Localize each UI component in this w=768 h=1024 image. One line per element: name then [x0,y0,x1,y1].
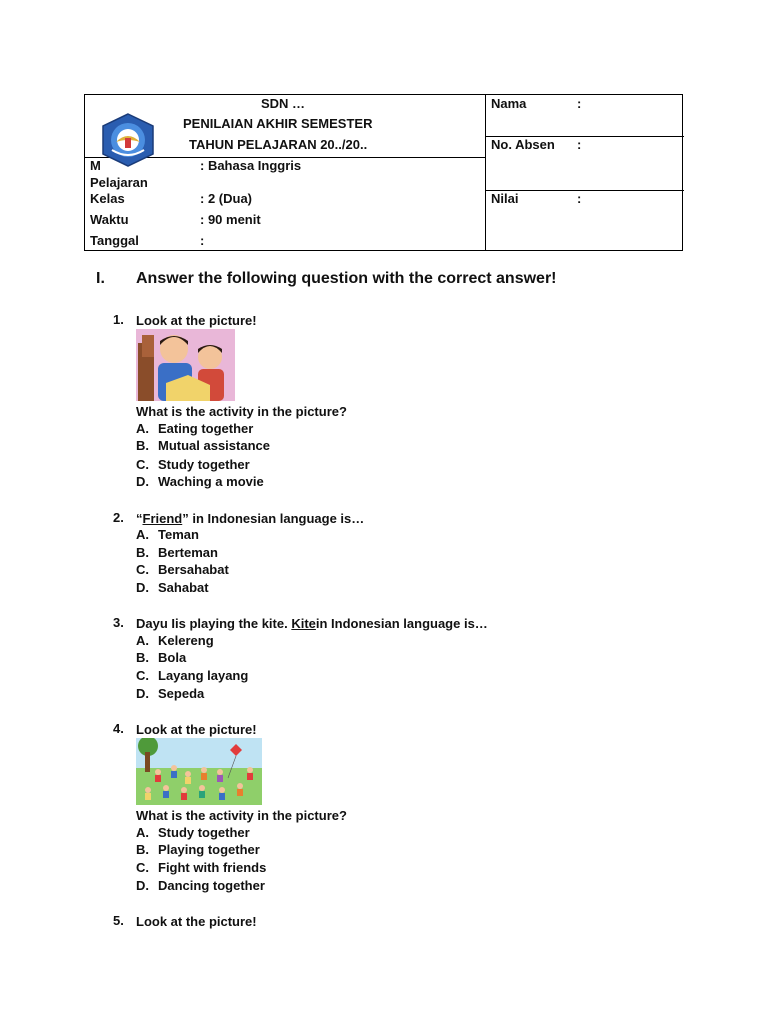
section-title: Answer the following question with the correct answer! [136,270,557,287]
question-1-option-c[interactable]: Study together [158,457,250,472]
question-1-option-c-letter: C. [136,457,149,472]
question-1-picture [136,329,235,401]
question-1-text: What is the activity in the picture? [136,404,347,419]
question-2-keyword: Friend [142,511,183,526]
question-2-option-b[interactable]: Berteman [158,545,218,560]
question-1-prompt: Look at the picture! [136,313,257,328]
subject-label-2: Pelajaran [90,175,148,190]
absence-number-value: : [577,137,582,152]
question-2-option-b-letter: B. [136,545,149,560]
question-4-option-a[interactable]: Study together [158,825,250,840]
school-year: TAHUN PELAJARAN 20../20.. [189,137,368,152]
section-number: I. [96,270,105,287]
question-1-number: 1. [113,312,124,327]
question-2-option-a-letter: A. [136,527,149,542]
question-4-text: What is the activity in the picture? [136,808,347,823]
time-value: : 90 menit [200,212,261,227]
question-2-open-quote: “ [136,511,143,526]
header-divider-vertical [485,95,486,250]
date-label: Tanggal [90,233,139,248]
score-value: : [577,191,582,206]
header-table [84,94,683,251]
question-3-start: Dayu Iis playing the kite. [136,616,292,631]
school-logo [100,112,156,168]
question-1-option-d[interactable]: Waching a movie [158,474,264,489]
question-1-option-b-letter: B. [136,438,149,453]
question-5-number: 5. [113,913,124,928]
question-4-option-a-letter: A. [136,825,149,840]
question-3-option-d-letter: D. [136,686,149,701]
question-4-option-d-letter: D. [136,878,149,893]
question-2-option-d-letter: D. [136,580,149,595]
question-3-option-d[interactable]: Sepeda [158,686,205,701]
date-value: : [200,233,205,248]
question-3-option-c[interactable]: Layang layang [158,668,249,683]
question-4-option-d[interactable]: Dancing together [158,878,265,893]
question-2-option-c[interactable]: Bersahabat [158,562,229,577]
subject-value: : Bahasa Inggris [200,158,302,173]
question-2-number: 2. [113,510,124,525]
school-name: SDN … [261,96,306,111]
question-1-option-d-letter: D. [136,474,149,489]
class-value: : 2 (Dua) [200,191,252,206]
absence-number-label: No. Absen [491,137,555,152]
question-4-option-c-letter: C. [136,860,149,875]
name-label: Nama [491,96,527,111]
question-4-prompt: Look at the picture! [136,722,257,737]
question-2-option-c-letter: C. [136,562,149,577]
question-3-prompt [136,615,488,632]
question-3-option-b[interactable]: Bola [158,650,187,665]
name-value: : [577,96,582,111]
class-label: Kelas [90,191,125,206]
question-3-option-a-letter: A. [136,633,149,648]
question-2-prompt [136,510,364,527]
question-2-rest: ” in Indonesian language is… [182,511,365,526]
question-4-option-c[interactable]: Fight with friends [158,860,267,875]
question-3-keyword: Kite [291,616,316,631]
score-label: Nilai [491,191,519,206]
question-3-option-a[interactable]: Kelereng [158,633,214,648]
time-label: Waktu [90,212,129,227]
question-4-number: 4. [113,721,124,736]
question-1-option-a[interactable]: Eating together [158,421,254,436]
question-1-option-a-letter: A. [136,421,149,436]
question-4-option-b[interactable]: Playing together [158,842,260,857]
subject-label: M [90,158,101,173]
question-4-picture [136,738,262,805]
question-3-option-c-letter: C. [136,668,149,683]
question-2-option-a[interactable]: Teman [158,527,199,542]
question-3-rest: in Indonesian language is… [315,616,488,631]
question-5-prompt: Look at the picture! [136,914,257,929]
question-4-option-b-letter: B. [136,842,149,857]
question-2-option-d[interactable]: Sahabat [158,580,209,595]
question-3-option-b-letter: B. [136,650,149,665]
question-3-number: 3. [113,615,124,630]
exam-title: PENILAIAN AKHIR SEMESTER [183,116,373,131]
question-1-option-b[interactable]: Mutual assistance [158,438,270,453]
